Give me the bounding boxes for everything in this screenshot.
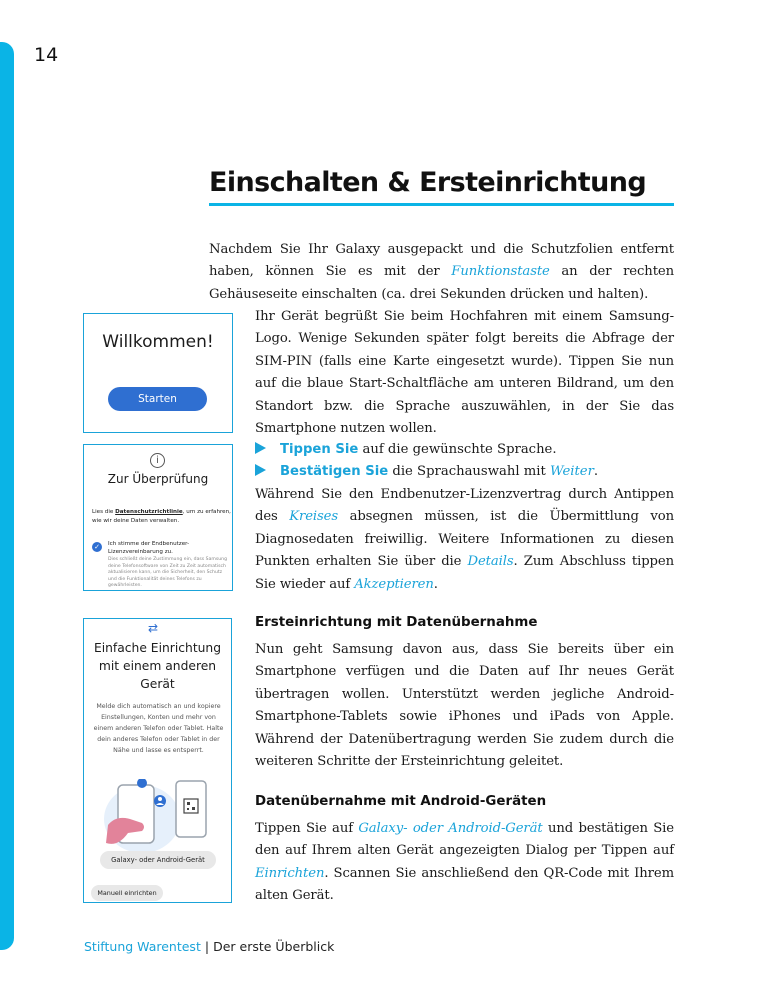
step-arrow-icon	[255, 464, 266, 476]
screenshot-review	[83, 444, 233, 591]
license-text-2: absegnen müssen, ist die Übermittlung von Diagnosedaten freiwillig. Weitere Informationen zu diesen Punkten erhalten Sie über die	[255, 509, 674, 570]
review-title: Zur Überprüfung	[107, 472, 209, 486]
page-edge-bar	[0, 42, 14, 950]
page-number: 14	[34, 44, 59, 66]
privacy-pre: Lies die	[92, 509, 116, 515]
welcome-title: Willkommen!	[102, 332, 214, 352]
step-end: .	[593, 464, 599, 479]
eula-agree-subtext: Dies schließt deine Zustimmung ein, dass Samsung deine Telefonsoftware von Zeit zu Zeit automatisch aktualisieren kann, um die Sicherheit, den Schutz und die Funktionalität deines Telefons zu gewährleisten.	[108, 557, 228, 588]
eula-agree-label[interactable]: Ich stimme der Endbenutzer-Lizenzvereinbarung zu.	[108, 541, 190, 555]
screenshot-easy-setup	[83, 618, 232, 903]
privacy-post: , um zu erfahren, wie wir deine Daten verwalten.	[92, 509, 231, 524]
license-paragraph	[255, 484, 674, 596]
easy-setup-description: Melde dich automatisch an und kopiere Einstellungen, Konten und mehr von einem anderen Telefon oder Tablet. Halte dein anderes Telefon oder Tablet in der Nähe und lasse es entsperrt.	[93, 703, 224, 754]
phone-pairing-illustration-icon	[102, 779, 222, 851]
step-text: die Sprachauswahl mit	[388, 464, 550, 479]
term-funktionstaste: Funktionstaste	[451, 264, 550, 280]
page-footer	[84, 939, 334, 954]
chapter-title: Einschalten & Ersteinrichtung	[209, 167, 647, 198]
manual-setup-button[interactable]: Manuell einrichten	[91, 885, 163, 901]
transfer-arrows-icon: ⇄	[148, 621, 159, 635]
section-heading-android-transfer: Datenübernahme mit Android-Geräten	[255, 794, 547, 809]
step-text: auf die gewünschte Sprache.	[358, 442, 557, 457]
footer-brand: Stiftung Warentest	[84, 939, 201, 954]
android-text-1: Tippen Sie auf	[255, 821, 359, 836]
checkmark-icon[interactable]: ✓	[92, 542, 102, 552]
data-transfer-paragraph: Nun geht Samsung davon aus, dass Sie bereits über ein Smartphone verfügen und die Daten auf Ihr neues Gerät übertragen wollen. Unterstützt werden jegliche Android-Smartphone-Tablets sowie iPhones und iPads von Apple. Während der Datenübertragung werden Sie zudem durch die weiteren Schritte der Ersteinrichtung geleitet.	[255, 642, 674, 770]
license-text-1: Während Sie den Endbenutzer-Lizenzvertrag durch Antippen des	[255, 487, 674, 525]
startup-paragraph: Ihr Gerät begrüßt Sie beim Hochfahren mit einem Samsung-Logo. Wenige Sekunden später folgt bereits die Abfrage der SIM-PIN (falls eine Karte eingesetzt wurde). Tippen Sie nun auf die blaue Start-Schaltfläche am unteren Bildrand, um den Standort bzw. die Sprache auszuwählen, in der Sie das Smartphone nutzen wollen.	[255, 309, 674, 437]
term-weiter: Weiter	[549, 464, 594, 479]
android-text-2: und bestätigen Sie den auf Ihrem alten Gerät angezeigten Dialog per Tippen auf	[255, 821, 674, 859]
step-confirm-language	[255, 461, 598, 483]
title-underline	[209, 203, 674, 206]
android-transfer-paragraph	[255, 818, 674, 908]
term-galaxy-android: Galaxy- oder Android-Gerät	[358, 821, 543, 836]
footer-section: Der erste Überblick	[213, 939, 335, 954]
footer-separator: |	[204, 939, 210, 954]
intro-paragraph	[209, 239, 674, 306]
license-text-4: .	[433, 576, 438, 592]
term-einrichten: Einrichten	[255, 865, 325, 881]
intro-text-1: Nachdem Sie Ihr Galaxy ausgepackt und die Schutzfolien entfernt haben, können Sie es mit der	[209, 242, 674, 280]
galaxy-android-button[interactable]: Galaxy- oder Android-Gerät	[100, 851, 216, 869]
section-heading-data-transfer: Ersteinrichtung mit Datenübernahme	[255, 615, 538, 630]
android-text-3: . Scannen Sie anschließend den QR-Code mit Ihrem alten Gerät.	[255, 865, 674, 904]
license-text-3: . Zum Abschluss tippen Sie wieder auf	[255, 554, 674, 592]
step-bold: Tippen Sie	[280, 442, 359, 457]
term-akzeptieren: Akzeptieren	[354, 576, 434, 592]
screenshot-welcome	[83, 313, 233, 433]
intro-text-2: an der rechten Gehäuseseite einschalten (ca. drei Sekunden drücken und halten).	[209, 264, 674, 302]
privacy-link[interactable]: Datenschutzrichtlinie	[115, 509, 183, 515]
step-select-language	[255, 439, 557, 461]
term-kreises: Kreises	[289, 509, 339, 525]
start-button[interactable]: Starten	[108, 387, 207, 411]
info-icon: i	[150, 453, 165, 468]
term-details: Details	[467, 554, 514, 570]
privacy-text	[92, 508, 232, 526]
step-bold: Bestätigen Sie	[280, 464, 389, 479]
easy-setup-title: Einfache Einrichtung mit einem anderen Gerät	[93, 641, 222, 691]
step-arrow-icon	[255, 442, 266, 454]
